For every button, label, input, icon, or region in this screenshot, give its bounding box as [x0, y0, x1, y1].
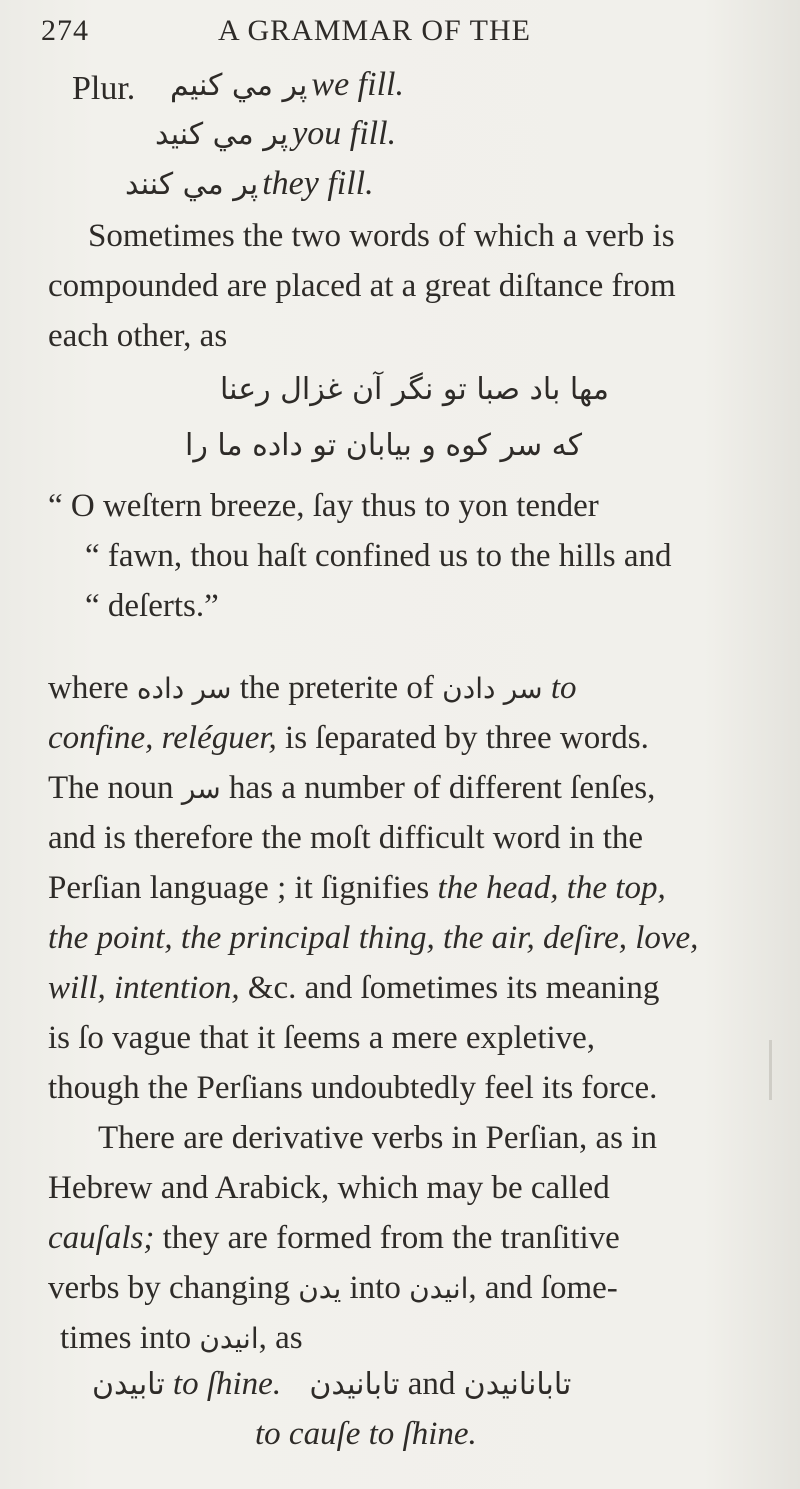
example-line — [92, 1366, 571, 1403]
text-line: is ſo vague that it ſeems a mere expletive, — [48, 1020, 596, 1056]
text: times into — [60, 1320, 192, 1356]
text: they are formed from the tranſitive — [154, 1220, 620, 1256]
gloss: they fill. — [262, 165, 374, 202]
translation-line: “ O weſtern breeze, ſay thus to yon tender — [48, 488, 599, 524]
arabic-word: تابانانیدن — [463, 1367, 572, 1402]
arabic-word: تابانیدن — [309, 1367, 400, 1402]
text: Perſian language ; it ſignifies — [48, 870, 438, 906]
arabic-word: يدن — [298, 1272, 342, 1305]
text-line — [48, 770, 655, 807]
text-line — [48, 1220, 620, 1257]
text: will, intention, — [48, 970, 240, 1006]
arabic-word: سر — [192, 672, 232, 705]
arabic-word: پر مي کنند — [125, 167, 259, 202]
text: verbs by changing — [48, 1270, 290, 1306]
arabic-word: سر — [503, 672, 543, 705]
text: and — [407, 1366, 456, 1402]
conjugation-row — [125, 165, 374, 203]
text: where — [48, 670, 129, 706]
page-number: 274 — [41, 14, 89, 47]
running-header — [0, 8, 800, 54]
text-line: the point, the principal thing, the air, deſire, love, — [48, 920, 699, 956]
running-title: A GRAMMAR OF THE — [218, 14, 531, 47]
arabic-word: سر — [181, 772, 221, 805]
arabic-word: پر مي کنيد — [155, 117, 289, 152]
text-line: compounded are placed at a great diſtance from — [48, 268, 676, 304]
text: confine, reléguer, — [48, 720, 277, 756]
arabic-word: پر مي کنيم — [170, 68, 308, 103]
text-line: each other, as — [48, 318, 228, 354]
arabic-word: انيدن — [199, 1322, 259, 1355]
text: , and ſome- — [468, 1270, 618, 1306]
text-line: though the Perſians undoubtedly feel its force. — [48, 1070, 658, 1106]
text-line — [60, 1320, 303, 1357]
text: cauſals; — [48, 1220, 155, 1256]
text: The noun — [48, 770, 174, 806]
text-line — [48, 670, 577, 707]
text: &c. and ſometimes its meaning — [239, 970, 660, 1006]
text-line: and is therefore the moſt difficult word in the — [48, 820, 644, 856]
text: to — [550, 670, 577, 706]
gloss: to ſhine. — [172, 1366, 282, 1402]
text-line — [48, 870, 666, 907]
text: , as — [258, 1320, 303, 1356]
translation-line: “ deſerts.” — [85, 588, 219, 624]
example-gloss: to cauſe to ſhine. — [255, 1416, 477, 1452]
text: the preterite of — [239, 670, 434, 706]
text-line: Hebrew and Arabick, which may be called — [48, 1170, 610, 1206]
arabic-word: انيدن — [409, 1272, 469, 1305]
text: is ſeparated by three words. — [276, 720, 649, 756]
persian-verse-line: که سر کوه و بیابان تو داده ما را — [185, 428, 583, 463]
gloss: you fill. — [292, 115, 397, 152]
plural-label: Plur. — [72, 70, 136, 107]
gloss: we fill. — [311, 66, 404, 103]
text: into — [349, 1270, 401, 1306]
page-edge-mark — [769, 1040, 772, 1100]
text: has a number of different ſenſes, — [228, 770, 656, 806]
translation-line: “ fawn, thou haſt confined us to the hills and — [85, 538, 672, 574]
conjugation-row — [155, 115, 396, 153]
arabic-word: داده — [136, 672, 185, 705]
text-line — [48, 970, 659, 1007]
conjugation-row — [170, 66, 404, 104]
text-line — [48, 720, 649, 757]
text: the head, the top, — [437, 870, 666, 906]
arabic-word: دادن — [442, 672, 496, 705]
text-line: Sometimes the two words of which a verb is — [88, 218, 675, 254]
text-line: There are derivative verbs in Perſian, as in — [98, 1120, 657, 1156]
persian-verse-line: مها باد صبا تو نگر آن غزال رعنا — [220, 372, 609, 407]
arabic-word: تابیدن — [92, 1367, 165, 1402]
text-line — [48, 1270, 618, 1307]
